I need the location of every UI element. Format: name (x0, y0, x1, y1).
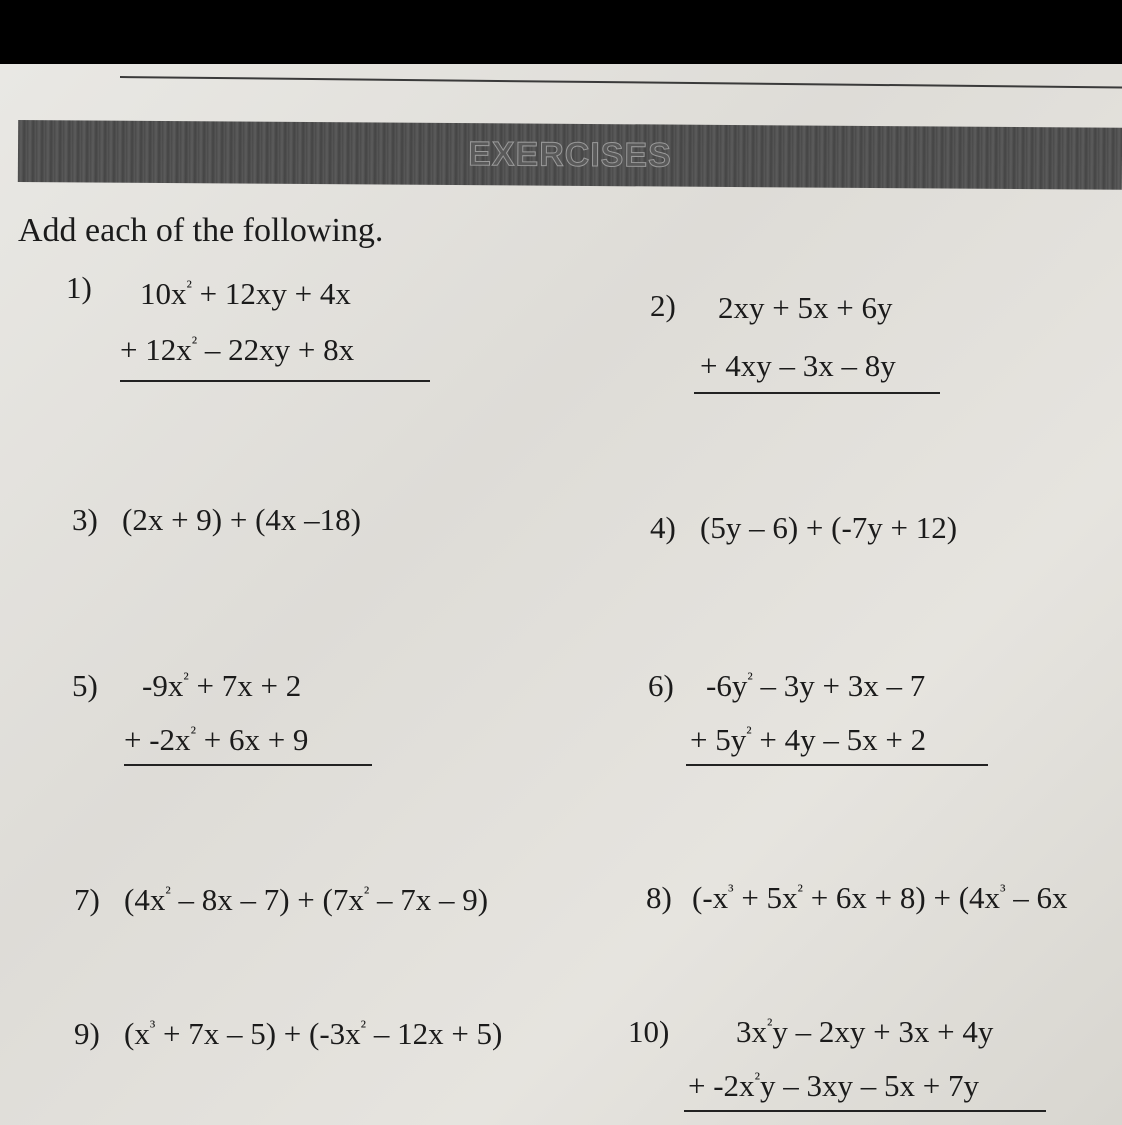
worksheet-page (0, 64, 1122, 1125)
problem-1-line2: + $12x^{^2} - 22xy + 8x$ (120, 332, 355, 367)
top-rule (120, 76, 1122, 89)
problem-5-line1: $-9x^{^2} + 7x + 2$ (142, 668, 302, 703)
problem-10-sum-line (684, 1110, 1046, 1112)
problem-10-number: 10) (628, 1014, 670, 1049)
problem-5-line2: + $-2x^{^2} + 6x + 9$ (124, 722, 309, 757)
problem-3-number: 3) (72, 502, 98, 537)
problem-7-expression: $(4x^{^2} - 8x - 7) + (7x^{^2} - 7x - 9)$ (124, 882, 489, 917)
instructions-text: Add each of the following. (18, 212, 384, 249)
section-banner (18, 120, 1122, 190)
problem-2-number: 2) (650, 288, 676, 323)
problem-9-number: 9) (74, 1016, 100, 1051)
problem-4-expression: (5y – 6) + (-7y + 12) (700, 510, 958, 545)
problem-3-expression: (2x + 9) + (4x –18) (122, 502, 362, 537)
problem-6-sum-line (686, 764, 988, 766)
problem-8-expression: $(-x^{^3} + 5x^{^2} + 6x + 8) + (4x^{^3} - 6x$ (692, 880, 1068, 915)
banner-title: EXERCISES (468, 135, 672, 175)
problem-5-sum-line (124, 764, 372, 766)
problem-8-number: 8) (646, 880, 672, 915)
problem-6-line2: + $5y^{^2} + 4y - 5x + 2$ (690, 722, 927, 757)
problem-9-expression: $(x^{^3} + 7x - 5) + (-3x^{^2} - 12x + 5)$ (124, 1016, 503, 1051)
problem-6-line1: $-6y^{^2} - 3y + 3x - 7$ (706, 668, 926, 703)
problem-5-number: 5) (72, 668, 98, 703)
problem-4-number: 4) (650, 510, 676, 545)
problem-7-number: 7) (74, 882, 100, 917)
problem-2-line1: 2xy + 5x + 6y (718, 290, 893, 325)
problem-2-line2: + 4xy – 3x – 8y (700, 348, 896, 383)
problem-10-line1: $3x^{^2}y - 2xy + 3x + 4y$ (736, 1014, 994, 1049)
problem-10-line2: + $-2x^{^2}y - 3xy - 5x + 7y$ (688, 1068, 979, 1103)
problem-1-line1: $10x^{^2} + 12xy + 4x$ (140, 276, 351, 311)
problem-1-sum-line (120, 380, 430, 382)
problem-2-sum-line (694, 392, 940, 394)
problem-1-number: 1) (66, 270, 92, 305)
problem-6-number: 6) (648, 668, 674, 703)
